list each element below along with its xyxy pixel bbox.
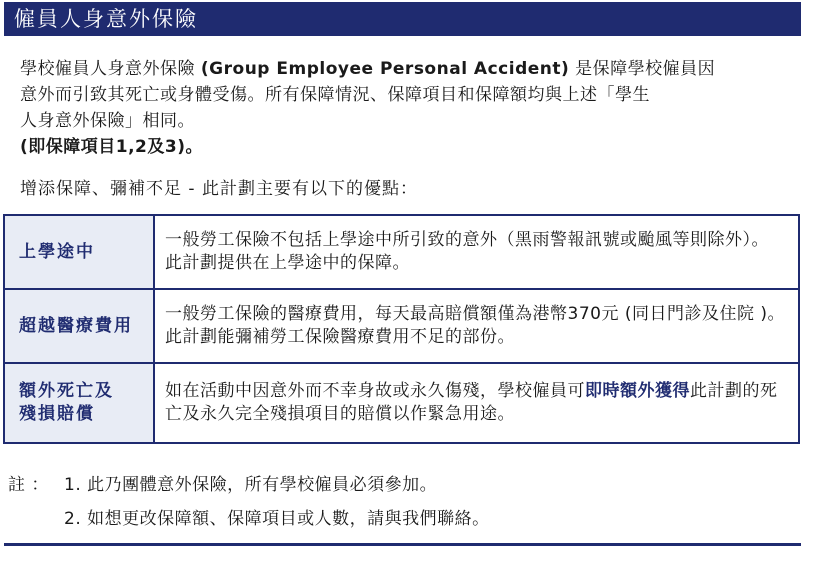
intro-line-3: 人身意外保險」相同。 (20, 111, 195, 131)
benefit-label: 上學途中 (4, 215, 154, 289)
note-text: 2. 如想更改保障額、保障項目或人數，請與我們聯絡。 (64, 509, 490, 529)
note-item (8, 468, 798, 502)
benefit-description (154, 363, 799, 443)
benefit-description-a: 如在活動中因意外而不幸身故或永久傷殘，學校僱員可 (165, 381, 585, 401)
note-indent (8, 502, 64, 536)
benefit-row (4, 215, 799, 289)
intro-line-2: 意外而引致其死亡或身體受傷。所有保障情況、保障項目和保障額均與上述「學生 (20, 85, 650, 105)
intro-line-4: (即保障項目1,2及3)。 (20, 137, 203, 157)
note-item (8, 502, 798, 536)
intro-line-1-english: (Group Employee Personal Accident) (200, 59, 570, 79)
benefit-description-highlight: 即時額外獲得 (585, 381, 690, 401)
notes-section (8, 468, 798, 536)
benefit-description-b: 此計劃的死亡及永久完全殘損項目的賠償以作緊急用途。 (165, 381, 778, 424)
intro-line-1 (20, 56, 795, 82)
intro-line-1-c: 是保障學校僱員因 (569, 59, 716, 79)
page-title: 僱員人身意外保險 (4, 2, 801, 36)
benefit-label (4, 363, 154, 443)
benefit-description: 一般勞工保險不包括上學途中所引致的意外（黑雨警報訊號或颱風等則除外）。此計劃提供在上學途中的保障。 (154, 215, 799, 289)
intro-line-1-a: 學校僱員人身意外保險 (20, 59, 201, 79)
benefits-table (3, 214, 800, 444)
benefit-label-line-2: 殘損賠償 (19, 404, 95, 424)
benefits-subheading: 增添保障、彌補不足 - 此計劃主要有以下的優點： (20, 179, 418, 199)
benefit-row (4, 289, 799, 363)
benefit-row (4, 363, 799, 443)
benefit-description: 一般勞工保險的醫療費用，每天最高賠償額僅為港幣370元 (同日門診及住院 )。此計劃能彌補勞工保險醫療費用不足的部份。 (154, 289, 799, 363)
note-text: 1. 此乃團體意外保險，所有學校僱員必須參加。 (64, 475, 438, 495)
notes-prefix: 註 ： (8, 475, 49, 495)
benefit-label-line-1: 額外死亡及 (19, 381, 114, 401)
benefit-label: 超越醫療費用 (4, 289, 154, 363)
bottom-divider (4, 543, 801, 546)
intro-paragraph (20, 56, 795, 160)
